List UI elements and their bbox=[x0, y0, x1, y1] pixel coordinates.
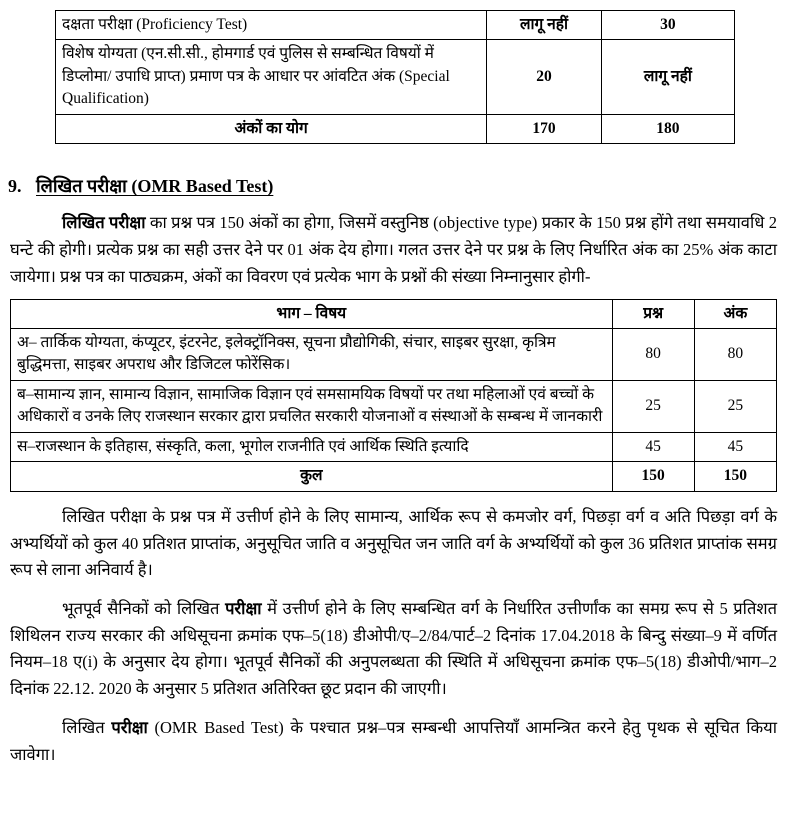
table-row bbox=[56, 11, 735, 40]
paragraph-ex-servicemen-relaxation bbox=[0, 596, 787, 703]
row-value-col2: लागू नहीं bbox=[487, 11, 601, 40]
top-table-wrapper bbox=[0, 0, 787, 144]
row-description: ब–सामान्य ज्ञान, सामान्य विज्ञान, सामाजिक विज्ञान एवं समसामयिक विषयों पर तथा महिलाओं एवं बच्चों के अधिकारों व उनके लिए राजस्थान सरकार द्वारा प्रचलित सरकारी योजनाओं व संस्थाओं के सम्बन्ध में जानकारी bbox=[11, 380, 613, 432]
total-marks: 150 bbox=[694, 462, 776, 491]
marks-distribution-table bbox=[55, 10, 735, 144]
objection-text-part1: लिखित bbox=[62, 717, 112, 737]
row-description: विशेष योग्यता (एन.सी.सी., होमगार्ड एवं पुलिस से सम्बन्धित विषयों में डिप्लोमा/ उपाधि प्राप्त) प्रमाण पत्र के आधार पर आंवटित अंक (Special Qualification) bbox=[56, 40, 487, 114]
table-row-total bbox=[56, 114, 735, 143]
table-header-row bbox=[11, 299, 777, 328]
table-row bbox=[11, 380, 777, 432]
ex-servicemen-text-part1: भूतपूर्व सैनिकों को लिखित bbox=[62, 598, 226, 618]
row-questions: 80 bbox=[612, 328, 694, 380]
exam-word-bold: परीक्षा bbox=[111, 717, 148, 737]
paragraph-written-exam-details bbox=[0, 210, 787, 290]
table-row-total bbox=[11, 462, 777, 491]
row-description: अ– तार्किक योग्यता, कंप्यूटर, इंटरनेट, इलेक्ट्रॉनिक्स, सूचना प्रौद्योगिकी, संचार, साइबर सुरक्षा, कृत्रिम बुद्धिमत्ता, साइबर अपराध और डिजिटल फोरेंसिक। bbox=[11, 328, 613, 380]
row-value-col2: 170 bbox=[487, 114, 601, 143]
written-exam-text: का प्रश्न पत्र 150 अंकों का होगा, जिसमें वस्तुनिष्ठ (objective type) प्रकार के 150 प्रश्न होंगे तथा समयावधि 2 घन्टे की होगी। प्रत्येक प्रश्न का सही उत्तर देने पर 01 अंक देय होगा। गलत उत्तर देने पर प्रश्न के लिए निर्धारित अंक का 25% अंक काटा जायेगा। प्रश्न पत्र का पाठ्यक्रम, अंकों का विवरण एवं प्रत्येक भाग के प्रश्नों की संख्या निम्नानुसार होगी- bbox=[10, 213, 777, 286]
header-questions: प्रश्न bbox=[612, 299, 694, 328]
row-description: अंकों का योग bbox=[56, 114, 487, 143]
row-description: स–राजस्थान के इतिहास, संस्कृति, कला, भूगोल राजनीति एवं आर्थिक स्थिति इत्यादि bbox=[11, 432, 613, 461]
ex-servicemen-text-part2: में उत्तीर्ण होने के लिए सम्बन्धित वर्ग के निर्धारित उत्तीर्णांक का समग्र रूप से 5 प्रतिशत शिथिलन राज्य सरकार की अधिसूचना क्रमांक एफ–5(18) डीओपी/ए–2/84/पार्ट–2 दिनांक 17.04.2018 के बिन्दु संख्या–9 में वर्णित नियम–18 ए(i) के अनुसार देय होगा। भूतपूर्व सैनिकों की अनुपलब्धता की स्थिति में अधिसूचना क्रमांक एफ–5(18) डीओपी/भाग–2 दिनांक 22.12. 2020 के अनुसार 5 प्रतिशत अतिरिक्त छूट प्रदान की जाएगी। bbox=[10, 598, 777, 699]
exam-word-bold: परीक्षा bbox=[225, 598, 262, 618]
paragraph-passing-criteria bbox=[0, 504, 787, 584]
row-value-col3: 180 bbox=[601, 114, 734, 143]
row-value-col3: 30 bbox=[601, 11, 734, 40]
total-label: कुल bbox=[11, 462, 613, 491]
mid-table-wrapper bbox=[0, 291, 787, 492]
table-row bbox=[11, 432, 777, 461]
objection-text-part2: (OMR Based Test) के पश्चात प्रश्न–पत्र सम्बन्धी आपत्तियाँ आमन्त्रित करने हेतु पृथक से सूचित किया जावेगा। bbox=[10, 717, 778, 764]
table-row bbox=[11, 328, 777, 380]
row-value-col2: 20 bbox=[487, 40, 601, 114]
row-marks: 45 bbox=[694, 432, 776, 461]
header-subject: भाग – विषय bbox=[11, 299, 613, 328]
section-title: लिखित परीक्षा (OMR Based Test) bbox=[36, 176, 274, 197]
passing-criteria-text: लिखित परीक्षा के प्रश्न पत्र में उत्तीर्ण होने के लिए सामान्य, आर्थिक रूप से कमजोर वर्ग, पिछड़ा वर्ग व अति पिछड़ा वर्ग के अभ्यर्थियों को कुल 40 प्रतिशत प्राप्तांक, अनुसूचित जाति व अनुसूचित जन जाति वर्ग के अभ्यर्थियों को कुल 36 प्रतिशत प्राप्तांक समग्र रूप से लाना अनिवार्य है। bbox=[10, 506, 777, 580]
total-questions: 150 bbox=[612, 462, 694, 491]
section-number: 9. bbox=[8, 176, 22, 197]
row-questions: 45 bbox=[612, 432, 694, 461]
written-exam-label: लिखित परीक्षा bbox=[62, 213, 146, 233]
header-marks: अंक bbox=[694, 299, 776, 328]
row-questions: 25 bbox=[612, 380, 694, 432]
paragraph-objection-notice bbox=[0, 715, 787, 768]
row-marks: 80 bbox=[694, 328, 776, 380]
syllabus-table bbox=[10, 299, 777, 492]
table-row bbox=[56, 40, 735, 114]
row-value-col3: लागू नहीं bbox=[601, 40, 734, 114]
row-description: दक्षता परीक्षा (Proficiency Test) bbox=[56, 11, 487, 40]
row-marks: 25 bbox=[694, 380, 776, 432]
section-heading bbox=[0, 144, 787, 198]
